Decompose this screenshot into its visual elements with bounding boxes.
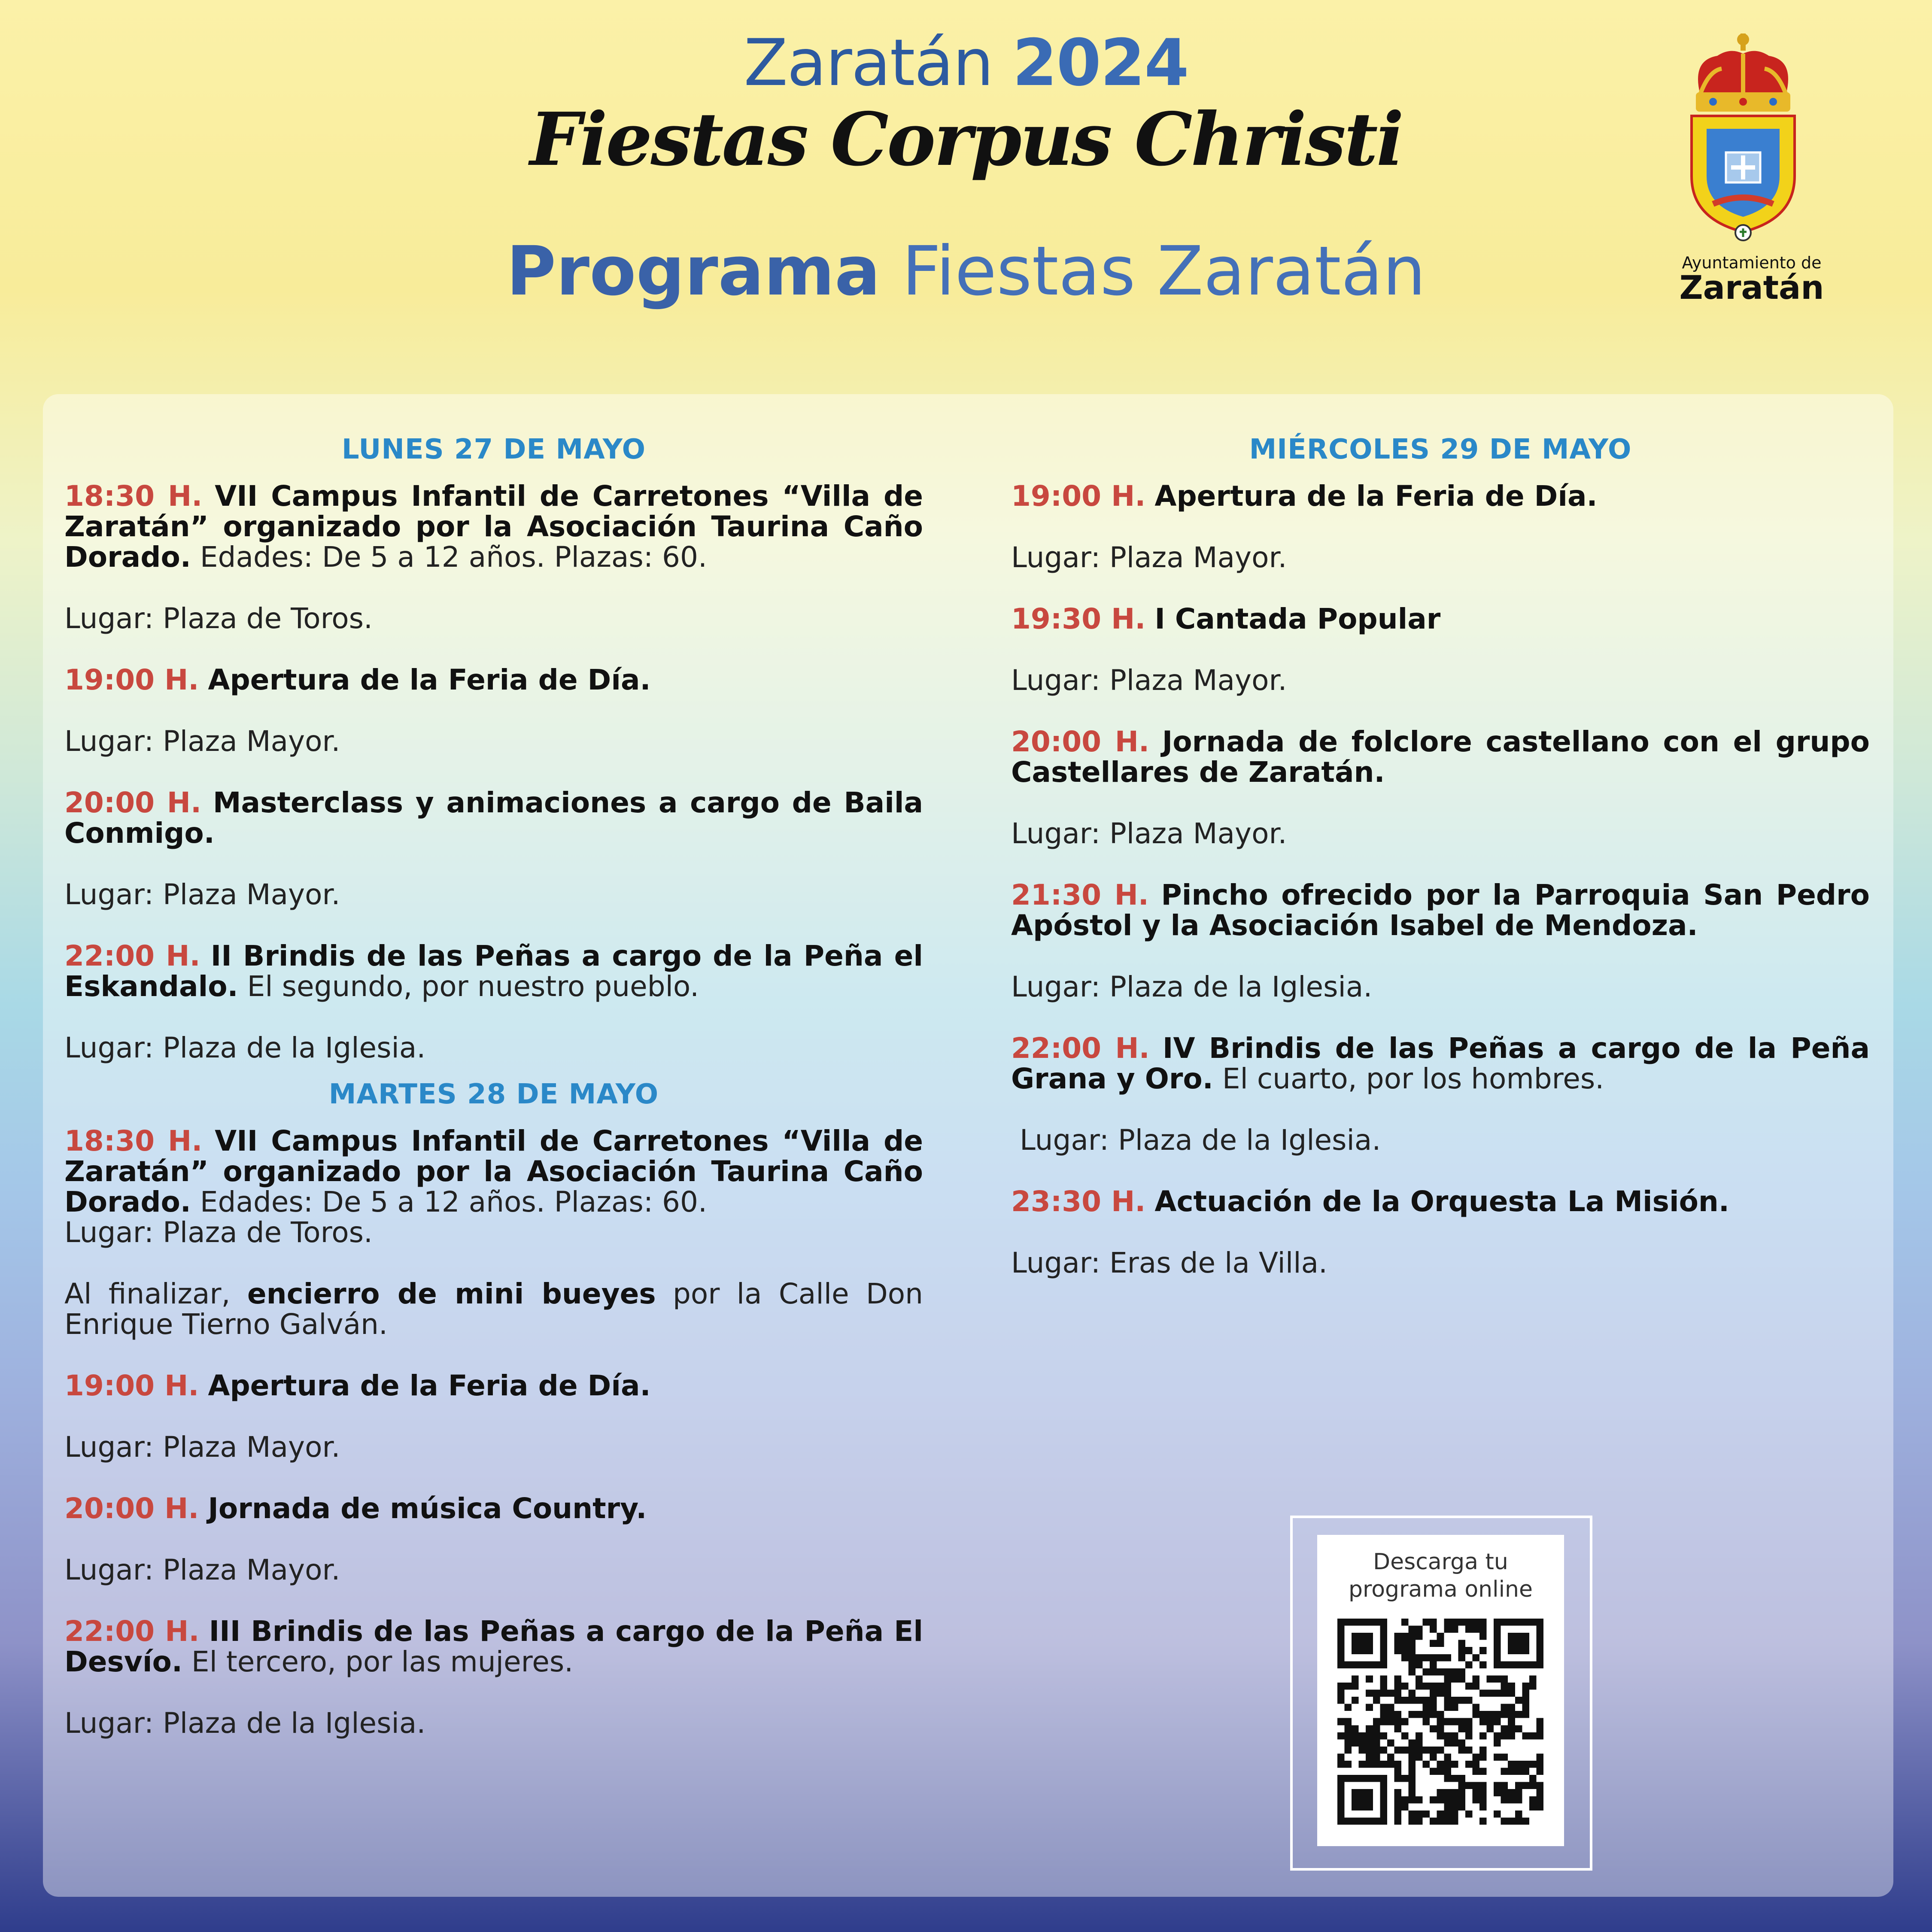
event-item [1011, 726, 1870, 787]
event-time: 19:00 H. [1011, 480, 1146, 513]
event-time: 19:00 H. [64, 663, 199, 696]
day-heading-monday: LUNES 27 DE MAYO [341, 434, 646, 465]
event-title: I Cantada Popular [1154, 602, 1441, 635]
event-time: 22:00 H. [64, 1615, 200, 1648]
event-item [1011, 880, 1870, 941]
event-title: Apertura de la Feria de Día. [208, 663, 651, 696]
event-title: VII Campus Infantil de Carretones “Villa de Zaratán” organizado por la Asociación Taurina Caño Dorado. [64, 1124, 923, 1218]
event-time: 21:30 H. [1011, 878, 1149, 911]
event-time: 20:00 H. [64, 1492, 199, 1525]
event-time: 23:30 H. [1011, 1185, 1146, 1218]
event-place: Lugar: Plaza de la Iglesia. [64, 1031, 426, 1064]
event-title: Pincho ofrecido por la Parroquia San Pedro Apóstol y la Asociación Isabel de Mendoza. [1011, 878, 1870, 942]
event-time: 22:00 H. [1011, 1032, 1150, 1065]
left-column [64, 434, 923, 1769]
event-item [1011, 604, 1870, 634]
event-item [1011, 1186, 1870, 1217]
event-time: 19:30 H. [1011, 602, 1146, 635]
event-title: Apertura de la Feria de Día. [1154, 480, 1598, 513]
note-bold: encierro de mini bueyes [247, 1277, 656, 1310]
event-item [1011, 1033, 1870, 1094]
qr-caption-line2: programa online [1349, 1577, 1533, 1602]
note-pre: Al finalizar, [64, 1277, 231, 1310]
event-item [64, 941, 923, 1002]
event-title: Jornada de folclore castellano con el grupo Castellares de Zaratán. [1011, 725, 1870, 789]
qr-code-icon[interactable] [1337, 1619, 1543, 1825]
program-heading-rest: Fiestas Zaratán [902, 232, 1426, 311]
event-title: Actuación de la Orquesta La Misión. [1154, 1185, 1729, 1218]
right-column [1011, 434, 1870, 1309]
year: 2024 [1012, 26, 1188, 100]
event-place: Lugar: Plaza de Toros. [64, 1216, 373, 1249]
event-item [64, 1370, 923, 1401]
page-subtitle: Fiestas Corpus Christi [529, 97, 1403, 182]
event-title: III Brindis de las Peñas a cargo de la Peña El Desvío. [64, 1615, 923, 1678]
event-title: II Brindis de las Peñas a cargo de la Peña el Eskandalo. [64, 939, 923, 1003]
event-item [64, 1493, 923, 1524]
event-place: Lugar: Plaza Mayor. [64, 725, 340, 758]
note-post: por la Calle Don Enrique Tierno Galván. [64, 1277, 923, 1341]
event-place: Lugar: Plaza Mayor. [64, 878, 340, 911]
event-time: 19:00 H. [64, 1369, 199, 1402]
event-place: Lugar: Plaza Mayor. [1011, 664, 1287, 697]
event-note [64, 1279, 923, 1340]
town-name: Zaratán [744, 26, 993, 100]
event-item [1011, 481, 1870, 511]
day-heading-wednesday: MIÉRCOLES 29 DE MAYO [1249, 434, 1632, 465]
event-place: Lugar: Plaza Mayor. [64, 1553, 340, 1586]
event-title: Apertura de la Feria de Día. [208, 1369, 651, 1402]
event-place: Lugar: Plaza de la Iglesia. [1011, 970, 1373, 1003]
event-time: 18:30 H. [64, 480, 203, 513]
event-extra: Edades: De 5 a 12 años. Plazas: 60. [200, 541, 707, 574]
crest-label-big: Zaratán [1679, 268, 1824, 307]
event-title: Jornada de música Country. [208, 1492, 647, 1525]
event-place: Lugar: Plaza Mayor. [1011, 541, 1287, 574]
event-title: VII Campus Infantil de Carretones “Villa de Zaratán” organizado por la Asociación Taurina Caño Dorado. [64, 480, 923, 574]
event-item [64, 787, 923, 848]
page-title-town-year [0, 26, 1932, 100]
event-item [64, 665, 923, 695]
event-extra: El segundo, por nuestro pueblo. [247, 970, 699, 1003]
event-title: IV Brindis de las Peñas a cargo de la Peña Grana y Oro. [1011, 1032, 1870, 1095]
event-item [64, 1126, 923, 1217]
event-item [64, 481, 923, 572]
event-time: 20:00 H. [64, 786, 202, 819]
event-place: Lugar: Plaza Mayor. [1011, 817, 1287, 850]
day-heading-tuesday: MARTES 28 DE MAYO [328, 1078, 659, 1110]
event-time: 18:30 H. [64, 1124, 203, 1157]
event-item [64, 1616, 923, 1677]
crest-label-small: Ayuntamiento de [1682, 253, 1822, 272]
event-place: Lugar: Plaza Mayor. [64, 1431, 340, 1464]
event-time: 22:00 H. [64, 939, 200, 972]
qr-caption-line1: Descarga tu [1373, 1549, 1508, 1575]
event-time: 20:00 H. [1011, 725, 1150, 758]
event-extra: Edades: De 5 a 12 años. Plazas: 60. [200, 1185, 707, 1218]
event-title: Masterclass y animaciones a cargo de Baila Conmigo. [64, 786, 923, 850]
event-place: Lugar: Plaza de la Iglesia. [64, 1707, 426, 1740]
coat-of-arms-icon [1683, 30, 1803, 245]
program-heading-bold: Programa [506, 232, 881, 311]
event-extra: El cuarto, por los hombres. [1222, 1062, 1604, 1095]
event-place: Lugar: Plaza de la Iglesia. [1020, 1124, 1381, 1157]
event-extra: El tercero, por las mujeres. [191, 1645, 574, 1678]
event-place: Lugar: Eras de la Villa. [1011, 1246, 1327, 1279]
event-place: Lugar: Plaza de Toros. [64, 602, 373, 635]
